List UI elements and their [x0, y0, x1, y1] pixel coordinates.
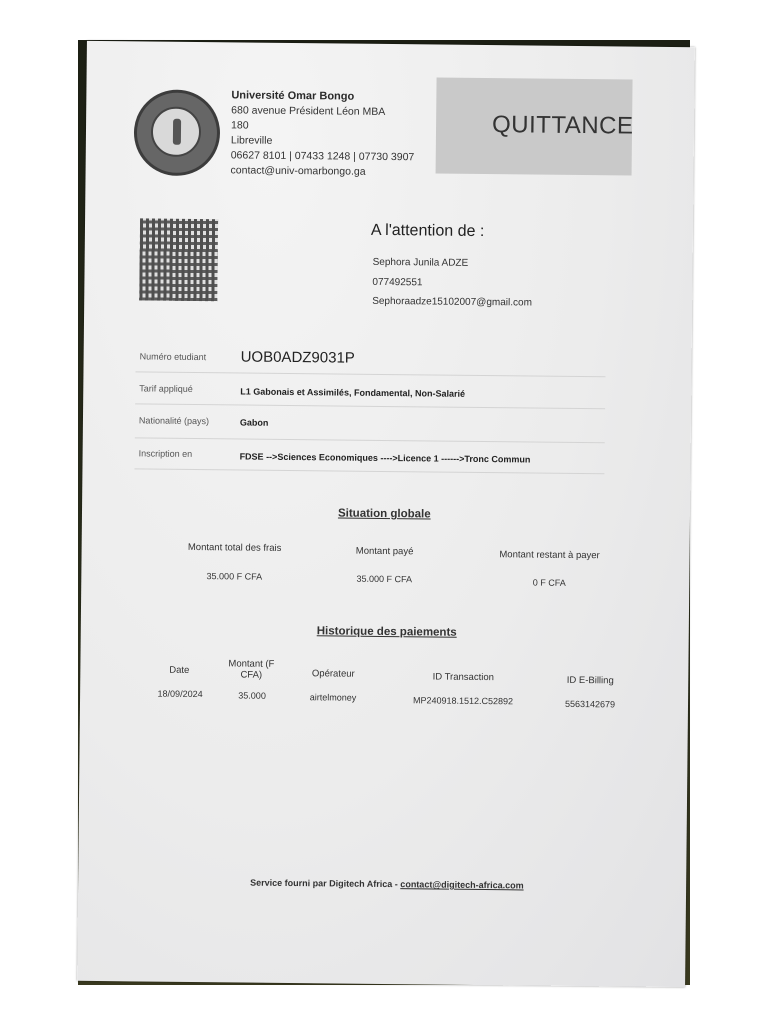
recipient-heading: A l'attention de : [370, 221, 485, 241]
amount-paid-header: Montant payé [355, 545, 414, 558]
amount-paid-value: 35.000 F CFA [356, 573, 413, 585]
history-ebilling-cell: 5563142679 [564, 698, 616, 710]
situation-title: Situation globale [337, 507, 431, 521]
seal-inner [151, 107, 202, 158]
university-address-line2: 180 [230, 119, 249, 132]
university-seal-logo [134, 89, 221, 176]
row-divider [135, 371, 605, 377]
footer-contact-link[interactable]: contact@digitech-africa.com [400, 879, 524, 891]
remaining-header: Montant restant à payer [499, 549, 600, 562]
seal-figure [173, 119, 181, 145]
tariff-label: Tarif appliqué [139, 383, 193, 394]
student-number-label: Numéro etudiant [139, 351, 207, 363]
history-transaction-header: ID Transaction [432, 671, 494, 684]
history-title: Historique des paiements [316, 625, 457, 639]
history-ebilling-header: ID E-Billing [566, 674, 614, 687]
history-date-cell: 18/09/2024 [157, 688, 203, 700]
recipient-name: Sephora Junila ADZE [372, 256, 469, 269]
recipient-phone: 077492551 [372, 276, 423, 289]
history-amount-header: Montant (F CFA) [228, 658, 275, 681]
nationality-value: Gabon [239, 417, 269, 428]
document-title-box [436, 78, 633, 176]
tariff-value: L1 Gabonais et Assimilés, Fondamental, Non-Salarié [240, 386, 466, 399]
row-divider [135, 403, 605, 409]
enrollment-label: Inscription en [138, 448, 193, 459]
university-address-line1: 680 avenue Président Léon MBA [231, 104, 386, 118]
student-number-value: UOB0ADZ9031P [240, 348, 355, 367]
recipient-email: Sephoraadze15102007@gmail.com [372, 295, 532, 309]
university-name: Université Omar Bongo [231, 89, 355, 103]
qr-code [139, 218, 218, 301]
row-divider [134, 468, 604, 474]
total-fees-value: 35.000 F CFA [206, 571, 263, 582]
university-info [231, 88, 415, 180]
total-fees-header: Montant total des frais [187, 541, 282, 554]
history-transaction-cell: MP240918.1512.C52892 [412, 695, 514, 707]
remaining-value: 0 F CFA [532, 577, 566, 588]
nationality-label: Nationalité (pays) [138, 415, 210, 427]
history-operator-header: Opérateur [311, 668, 355, 680]
footer [250, 878, 524, 891]
footer-text: Service fourni par Digitech Africa - [250, 877, 401, 890]
history-date-header: Date [169, 664, 190, 676]
receipt-page [77, 41, 695, 987]
university-phones: 06627 8101 | 07433 1248 | 07730 3907 [230, 149, 415, 164]
row-divider [135, 437, 605, 443]
university-email: contact@univ-omarbongo.ga [230, 164, 366, 178]
history-amount-cell: 35.000 [238, 690, 266, 701]
document-title: QUITTANCE [491, 111, 634, 140]
enrollment-value: FDSE -->Sciences Economiques ---->Licence 1 ------>Tronc Commun [239, 451, 531, 465]
university-city: Libreville [230, 134, 273, 147]
history-operator-cell: airtelmoney [309, 692, 357, 703]
